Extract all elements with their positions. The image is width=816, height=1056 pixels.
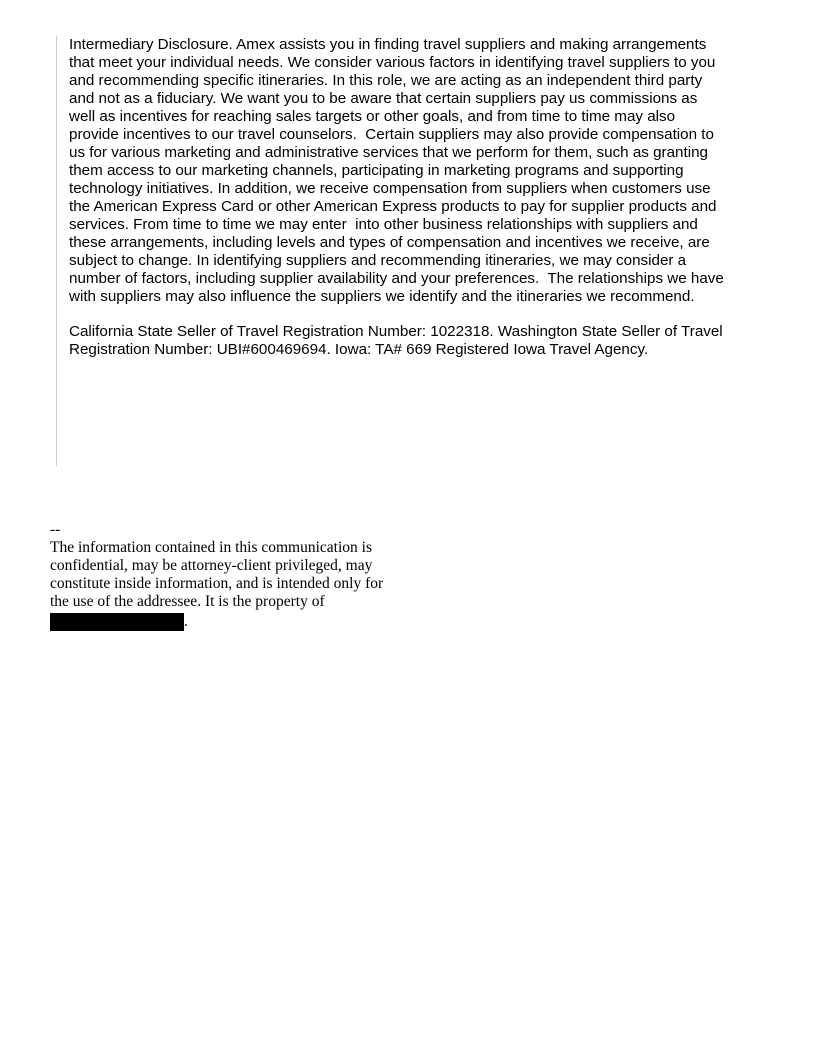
- disclosure-line: with suppliers may also influence the suppliers we identify and the itineraries we recommend.: [69, 288, 695, 305]
- disclosure-line: technology initiatives. In addition, we receive compensation from suppliers when customers use: [69, 180, 711, 197]
- disclosure-line: services. From time to time we may enter into other business relationships with suppliers and: [69, 216, 698, 233]
- disclosure-line: provide incentives to our travel counselors. Certain suppliers may also provide compensation to: [69, 126, 714, 143]
- registration-line: California State Seller of Travel Registration Number: 1022318. Washington State Seller of Travel: [69, 323, 723, 340]
- confidentiality-line: constitute inside information, and is intended only for: [50, 575, 384, 592]
- quoted-disclosure-block: [56, 36, 774, 466]
- confidentiality-line: confidential, may be attorney-client privileged, may: [50, 557, 373, 574]
- disclosure-line: Intermediary Disclosure. Amex assists you in finding travel suppliers and making arrangements: [69, 36, 707, 53]
- paragraph-gap: [69, 306, 774, 323]
- disclosure-line: the American Express Card or other American Express products to pay for supplier products and: [69, 198, 717, 215]
- signature-separator: --: [50, 521, 61, 538]
- confidentiality-line: The information contained in this communication is: [50, 539, 372, 556]
- disclosure-line: these arrangements, including levels and types of compensation and incentives we receive, are: [69, 234, 710, 251]
- confidentiality-line: the use of the addressee. It is the property of: [50, 593, 325, 610]
- disclosure-line: that meet your individual needs. We consider various factors in identifying travel suppliers to you: [69, 54, 716, 71]
- email-signature-footer: [50, 521, 430, 631]
- disclosure-line: and not as a fiduciary. We want you to be aware that certain suppliers pay us commissions as: [69, 90, 698, 107]
- disclosure-line: us for various marketing and administrative services that we perform for them, such as granting: [69, 144, 708, 161]
- disclosure-line: well as incentives for reaching sales targets or other goals, and from time to time may also: [69, 108, 676, 125]
- redaction-bar: [50, 613, 184, 631]
- disclosure-line: number of factors, including supplier availability and your preferences. The relationships we have: [69, 270, 724, 287]
- disclosure-line: them access to our marketing channels, participating in marketing programs and supporting: [69, 162, 684, 179]
- disclosure-line: subject to change. In identifying suppliers and recommending itineraries, we may consider a: [69, 252, 687, 269]
- trailing-period: .: [184, 613, 188, 630]
- disclosure-line: and recommending specific itineraries. In this role, we are acting as an independent third party: [69, 72, 703, 89]
- registration-line: Registration Number: UBI#600469694. Iowa: TA# 669 Registered Iowa Travel Agency.: [69, 341, 649, 358]
- redacted-owner-line: [50, 611, 430, 631]
